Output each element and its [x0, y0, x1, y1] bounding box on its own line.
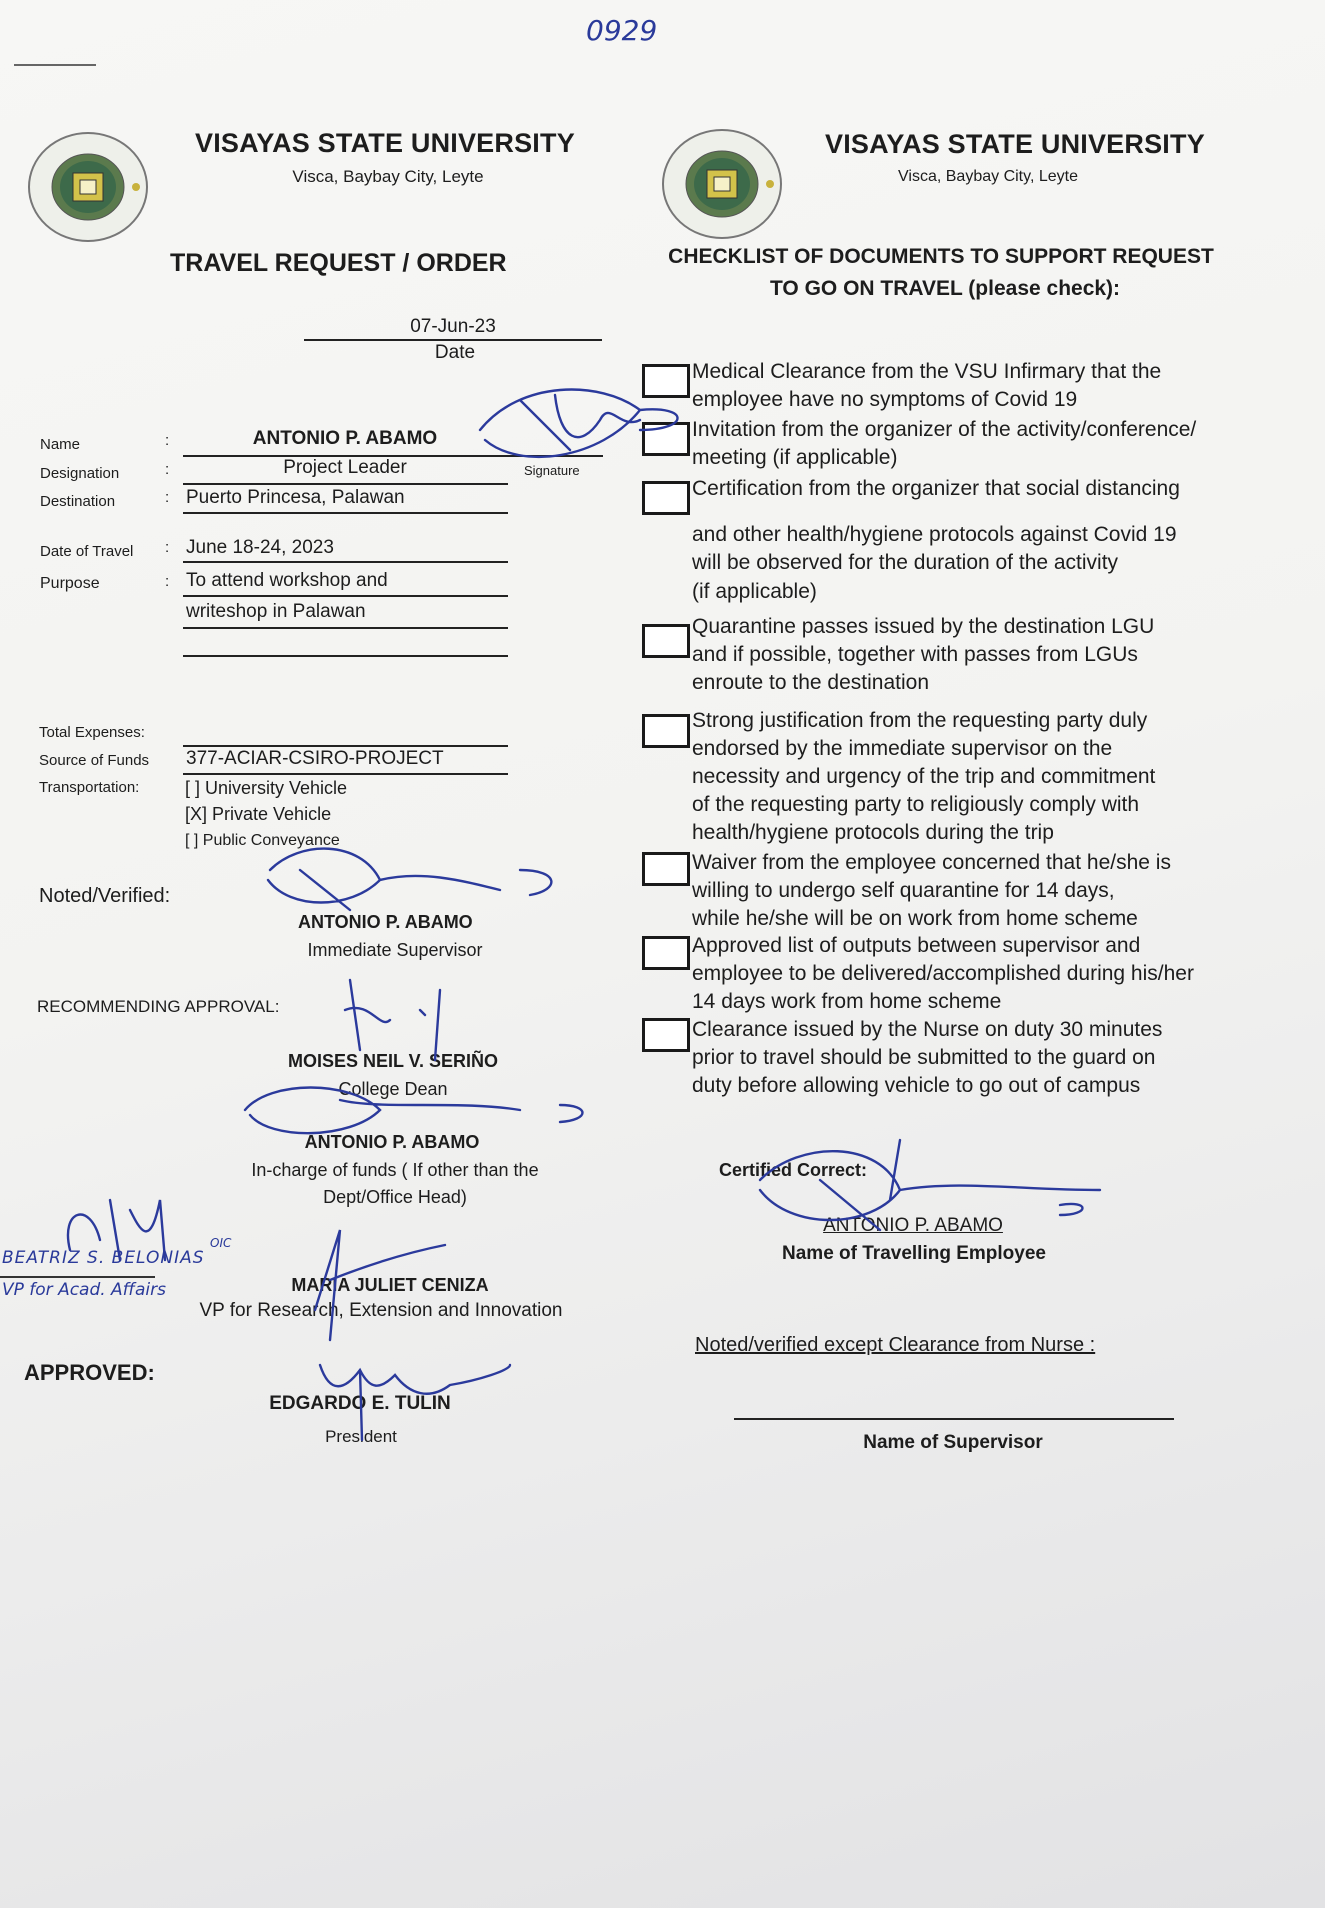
checklist-item-text: and if possible, together with passes from LGUs [692, 643, 1138, 666]
checklist-title-1: CHECKLIST OF DOCUMENTS TO SUPPORT REQUEST [668, 245, 1214, 268]
date-of-travel-value: June 18-24, 2023 [186, 537, 334, 558]
checklist-item-text: Approved list of outputs between supervisor and [692, 934, 1141, 957]
checklist-item-text: Waiver from the employee concerned that he/she is [692, 851, 1171, 874]
date-of-travel-label: Date of Travel [40, 543, 134, 560]
dean-name: MOISES NEIL V. SERIÑO [287, 1051, 499, 1071]
handwritten-vp-title: VP for Acad. Affairs [2, 1280, 166, 1300]
checklist-item-text: of the requesting party to religiously comply with [692, 793, 1140, 816]
employee-title: Name of Travelling Employee [782, 1243, 1046, 1264]
source-of-funds-value: 377-ACIAR-CSIRO-PROJECT [186, 748, 444, 769]
university-address-right: Visca, Baybay City, Leyte [898, 168, 1078, 185]
noted-verified-label: Noted/Verified: [39, 885, 171, 907]
signature-label: Signature [524, 463, 580, 478]
checklist-item-text: Medical Clearance from the VSU Infirmary that the [692, 360, 1162, 383]
certified-correct-label: Certified Correct: [719, 1160, 868, 1180]
vp-research-name: MARIA JULIET CENIZA [291, 1275, 489, 1295]
control-number: 0929 [586, 14, 658, 47]
dean-title: College Dean [338, 1079, 448, 1099]
checklist-item-text: health/hygiene protocols during the trip [692, 821, 1054, 844]
signature-employee [760, 1140, 1100, 1230]
checklist-item-text: duty before allowing vehicle to go out of campus [692, 1074, 1141, 1097]
handwritten-vp-name: BEATRIZ S. BELONIAS [2, 1248, 205, 1268]
date-label: Date [434, 342, 476, 363]
vp-research-title: VP for Research, Extension and Innovation [199, 1300, 563, 1321]
checklist-item-text: enroute to the destination [692, 671, 930, 694]
president-name: EDGARDO E. TULIN [269, 1393, 451, 1414]
handwritten-oic: OIC [210, 1236, 232, 1250]
checklist-item-text: Strong justification from the requesting party duly [692, 709, 1148, 732]
president-title: President [325, 1427, 397, 1446]
university-name: VISAYAS STATE UNIVERSITY [195, 128, 575, 158]
signature-dean [345, 980, 440, 1060]
source-of-funds-label: Source of Funds [39, 752, 150, 769]
funds-incharge-title-1: In-charge of funds ( If other than the [251, 1160, 539, 1180]
signature-vp-acad [68, 1200, 165, 1260]
transport-private-vehicle[interactable]: [X] Private Vehicle [185, 804, 332, 824]
supervisor-title: Immediate Supervisor [307, 940, 483, 960]
designation-value: Project Leader [283, 457, 407, 478]
university-address: Visca, Baybay City, Leyte [292, 167, 484, 186]
purpose-label: Purpose [40, 575, 100, 592]
checklist-item-text: necessity and urgency of the trip and commitment [692, 765, 1156, 788]
destination-label: Destination [40, 493, 116, 510]
signature-president [320, 1365, 510, 1440]
purpose-line-1: To attend workshop and [186, 570, 388, 591]
name-value: ANTONIO P. ABAMO [252, 428, 438, 449]
signature-supervisor [268, 849, 551, 910]
checklist-item-text: while he/she will be on work from home scheme [692, 907, 1138, 930]
checklist-item-text: meeting (if applicable) [692, 446, 898, 469]
signature-applicant [480, 390, 678, 457]
checklist-title-2: TO GO ON TRAVEL (please check): [769, 277, 1121, 300]
designation-label: Designation [40, 465, 120, 482]
checklist-item-text: prior to travel should be submitted to the guard on [692, 1046, 1156, 1069]
checklist-item-text: employee to be delivered/accomplished during his/her [692, 962, 1194, 985]
form-title: TRAVEL REQUEST / ORDER [170, 249, 507, 277]
university-name-right: VISAYAS STATE UNIVERSITY [825, 129, 1205, 159]
checklist-item-text: Invitation from the organizer of the activity/conference/ [692, 418, 1197, 441]
checklist-item-text: Certification from the organizer that social distancing [692, 477, 1180, 500]
purpose-line-2: writeshop in Palawan [186, 601, 366, 622]
request-date: 07-Jun-23 [410, 316, 496, 337]
name-label: Name [40, 436, 81, 453]
transport-public-conveyance[interactable]: [ ] Public Conveyance [185, 832, 340, 849]
checklist-item-text: Quarantine passes issued by the destination LGU [692, 615, 1155, 638]
recommending-approval-label: RECOMMENDING APPROVAL: [37, 997, 280, 1016]
checklist-item-text: (if applicable) [692, 580, 817, 603]
total-expenses-label: Total Expenses: [39, 724, 145, 741]
supervisor-name: ANTONIO P. ABAMO [298, 912, 473, 932]
checklist-item-text: will be observed for the duration of the activity [692, 551, 1119, 574]
signature-funds [245, 1088, 583, 1134]
checklist-item-text: Clearance issued by the Nurse on duty 30 minutes [692, 1018, 1163, 1041]
checklist-item-text: endorsed by the immediate supervisor on the [692, 737, 1113, 760]
signature-vp-research [315, 1230, 445, 1340]
checklist-item-text: willing to undergo self quarantine for 14 days, [692, 879, 1115, 902]
funds-incharge-name: ANTONIO P. ABAMO [304, 1132, 480, 1152]
employee-name: ANTONIO P. ABAMO [823, 1215, 1003, 1236]
noted-except-label: Noted/verified except Clearance from Nurse : [695, 1334, 1096, 1356]
supervisor-name-label: Name of Supervisor [863, 1432, 1043, 1453]
checklist-item-text: and other health/hygiene protocols against Covid 19 [692, 523, 1177, 546]
checklist-item-text: 14 days work from home scheme [692, 990, 1002, 1013]
approved-label: APPROVED: [24, 1360, 155, 1385]
checklist-item-text: employee have no symptoms of Covid 19 [692, 388, 1078, 411]
transportation-label: Transportation: [39, 779, 140, 796]
transport-university-vehicle[interactable]: [ ] University Vehicle [185, 778, 348, 798]
funds-incharge-title-2: Dept/Office Head) [323, 1187, 467, 1207]
destination-value: Puerto Princesa, Palawan [186, 487, 405, 508]
